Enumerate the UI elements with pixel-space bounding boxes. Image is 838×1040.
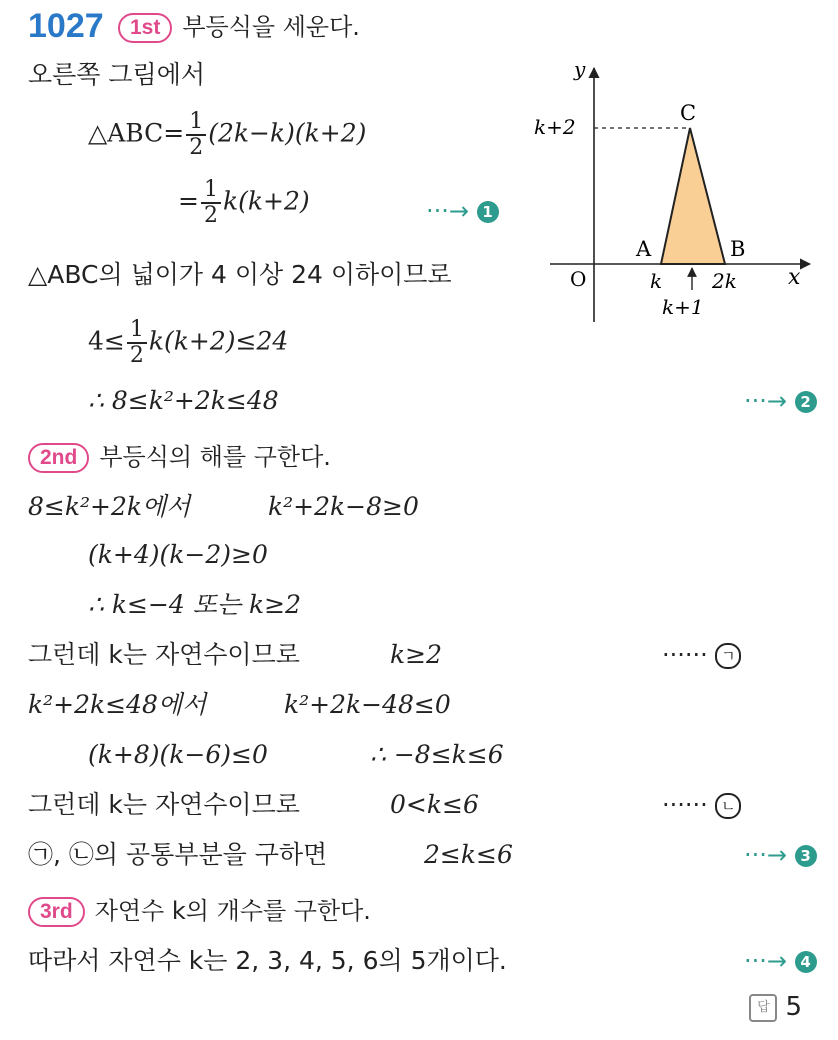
fraction-half — [201, 178, 221, 228]
conclusion: 따라서 자연수 k는 2, 3, 4, 5, 6의 5개이다. — [28, 946, 507, 975]
dots: ······ — [662, 641, 708, 669]
step-1-title: 부등식을 세운다. — [182, 13, 360, 41]
circle-number-icon: 4 — [795, 951, 817, 973]
marker-1 — [426, 194, 499, 228]
arrow-icon: ···→ — [744, 947, 787, 975]
fraction-denominator: 2 — [203, 203, 218, 228]
circle-letter-icon: ㄴ — [715, 793, 741, 819]
vertex-b-label: B — [730, 237, 746, 261]
equals-sign: = — [178, 186, 199, 216]
problem-number: 1027 — [28, 7, 104, 45]
step-2-badge: 2nd — [28, 443, 89, 473]
result-2: 0<k≤6 — [390, 790, 479, 819]
answer-value: 5 — [785, 992, 802, 1022]
vertex-a-label: A — [636, 237, 652, 261]
triangle-abc — [661, 128, 725, 264]
arrow-icon: ···→ — [744, 387, 787, 415]
fraction-denominator: 2 — [129, 343, 144, 368]
marker-3 — [744, 838, 817, 872]
derivation-2b: k²+2k−48≤0 — [284, 690, 451, 719]
origin-label: O — [570, 267, 587, 291]
fraction-numerator: 1 — [186, 110, 206, 136]
k-plus-2-label: k+2 — [534, 115, 576, 139]
derivation-1b: k²+2k−8≥0 — [268, 492, 419, 521]
circle-number-icon: 1 — [477, 201, 499, 223]
fraction-denominator: 2 — [189, 135, 204, 160]
arrow-icon: ···→ — [744, 841, 787, 869]
natural-condition-2: 그런데 k는 자연수이므로 — [28, 790, 300, 819]
step-1-header — [118, 10, 360, 44]
area-formula-2 — [178, 178, 310, 228]
circle-number-icon: 3 — [795, 845, 817, 867]
fraction-half — [127, 318, 147, 368]
area-lhs: △ABC= — [88, 118, 185, 148]
intersection-result: 2≤k≤6 — [424, 840, 513, 869]
dots: ······ — [662, 791, 708, 819]
x-axis-label: x — [788, 265, 801, 290]
marker-4 — [744, 944, 817, 978]
fraction-numerator: 1 — [201, 178, 221, 204]
arrow-icon: ···→ — [426, 197, 469, 225]
k-tick-label: k — [650, 269, 663, 293]
inequality-right: k(k+2)≤24 — [148, 326, 289, 356]
area-formula-1 — [88, 110, 366, 160]
step-2-title: 부등식의 해를 구한다. — [99, 443, 331, 471]
solution-1: ∴ k≤−4 또는 k≥2 — [88, 590, 301, 619]
fraction-numerator: 1 — [127, 318, 147, 344]
fraction-half — [186, 110, 206, 160]
step-2-header — [28, 440, 331, 474]
intersection-text: ㉠, ㉡의 공통부분을 구하면 — [28, 840, 328, 869]
ref-b — [662, 788, 741, 822]
ref-a — [662, 638, 741, 672]
marker-2 — [744, 384, 817, 418]
step-1-badge: 1st — [118, 13, 172, 43]
area-condition: △ABC의 넓이가 4 이상 24 이하이므로 — [28, 260, 452, 289]
circle-letter-icon: ㄱ — [715, 643, 741, 669]
derivation-1a: 8≤k²+2k에서 — [28, 492, 191, 521]
two-k-tick-label: 2k — [712, 269, 737, 293]
inequality-left: 4≤ — [88, 326, 125, 356]
factored-2: (k+8)(k−6)≤0 — [88, 740, 268, 769]
y-axis-label: y — [574, 60, 586, 81]
area-rhs: (2k−k)(k+2) — [208, 118, 367, 148]
answer — [749, 990, 802, 1024]
area-simplified: k(k+2) — [222, 186, 310, 216]
derivation-2a: k²+2k≤48에서 — [28, 690, 207, 719]
inequality-1 — [88, 318, 288, 368]
intro-text: 오른쪽 그림에서 — [28, 60, 205, 89]
solution-2: ∴ −8≤k≤6 — [370, 740, 504, 769]
step-3-badge: 3rd — [28, 897, 85, 927]
step-3-title: 자연수 k의 개수를 구한다. — [94, 897, 371, 925]
vertex-c-label: C — [680, 101, 697, 125]
k-plus-1-label: k+1 — [662, 295, 704, 319]
step-3-header — [28, 894, 371, 928]
result-1: k≥2 — [390, 640, 443, 669]
circle-number-icon: 2 — [795, 391, 817, 413]
inequality-2: ∴ 8≤k²+2k≤48 — [88, 386, 279, 415]
factored-1: (k+4)(k−2)≥0 — [88, 540, 268, 569]
triangle-figure — [530, 60, 820, 330]
natural-condition-1: 그런데 k는 자연수이므로 — [28, 640, 300, 669]
answer-icon: 답 — [749, 994, 777, 1022]
